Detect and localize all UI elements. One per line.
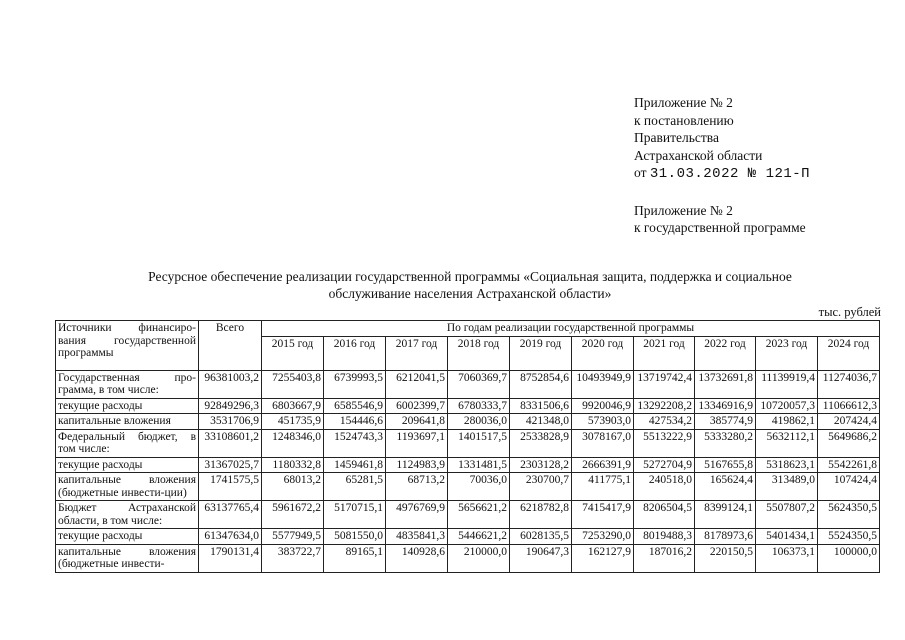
- row-year-value: 162127,9: [572, 544, 634, 572]
- row-year-value: 100000,0: [818, 544, 880, 572]
- row-year-value: 240518,0: [634, 473, 695, 501]
- row-year-value: 220150,5: [695, 544, 756, 572]
- row-year-value: 154446,6: [324, 414, 386, 430]
- approval-header: [634, 94, 810, 237]
- row-year-value: 5446621,2: [448, 529, 510, 545]
- header-line: к государственной программе: [634, 220, 806, 235]
- date-stamp: 31.03.2022 № 121-П: [649, 166, 811, 182]
- document-title: [95, 268, 845, 302]
- row-year-value: 106373,1: [756, 544, 818, 572]
- funding-table: [55, 320, 880, 573]
- row-year-value: 6780333,7: [448, 398, 510, 414]
- row-year-value: 13732691,8: [695, 370, 756, 398]
- row-total: 63137765,4: [199, 501, 262, 529]
- row-label: Федеральный бюджет, в том числе:: [56, 429, 199, 457]
- row-year-value: 6739993,5: [324, 370, 386, 398]
- row-year-value: 5513222,9: [634, 429, 695, 457]
- header-line: Приложение № 2: [634, 95, 733, 110]
- row-year-value: 1331481,5: [448, 457, 510, 473]
- col-header-year: 2018 год: [448, 336, 510, 370]
- row-year-value: 89165,1: [324, 544, 386, 572]
- table-row: [56, 370, 880, 398]
- row-year-value: 230700,7: [510, 473, 572, 501]
- row-total: 3531706,9: [199, 414, 262, 430]
- row-year-value: 6585546,9: [324, 398, 386, 414]
- col-header-year: 2022 год: [695, 336, 756, 370]
- row-year-value: 68713,2: [386, 473, 448, 501]
- row-year-value: 8019488,3: [634, 529, 695, 545]
- row-year-value: 6803667,9: [262, 398, 324, 414]
- row-year-value: 165624,4: [695, 473, 756, 501]
- row-year-value: 8331506,6: [510, 398, 572, 414]
- row-label: Бюджет Астраханской области, в том числе:: [56, 501, 199, 529]
- row-year-value: 5524350,5: [818, 529, 880, 545]
- row-label: текущие расходы: [56, 529, 199, 545]
- row-year-value: 7255403,8: [262, 370, 324, 398]
- table-row: [56, 414, 880, 430]
- col-header-year: 2016 год: [324, 336, 386, 370]
- row-year-value: 5170715,1: [324, 501, 386, 529]
- row-year-value: 1193697,1: [386, 429, 448, 457]
- row-year-value: 1124983,9: [386, 457, 448, 473]
- row-year-value: 9920046,9: [572, 398, 634, 414]
- row-label: Государственная про-грамма, в том числе:: [56, 370, 199, 398]
- row-year-value: 13292208,2: [634, 398, 695, 414]
- row-total: 61347634,0: [199, 529, 262, 545]
- table-row: [56, 544, 880, 572]
- row-label: капитальные вложения (бюджетные инвести-ции): [56, 473, 199, 501]
- col-header-year: 2023 год: [756, 336, 818, 370]
- row-year-value: 5401434,1: [756, 529, 818, 545]
- date-prefix: от: [634, 165, 647, 180]
- row-total: 1790131,4: [199, 544, 262, 572]
- header-line: к постановлению: [634, 112, 734, 128]
- table-row: [56, 473, 880, 501]
- row-year-value: 421348,0: [510, 414, 572, 430]
- row-total: 96381003,2: [199, 370, 262, 398]
- row-year-value: 3078167,0: [572, 429, 634, 457]
- col-header-years-group: По годам реализации государственной программы: [262, 321, 880, 337]
- table-row: [56, 501, 880, 529]
- row-year-value: 6212041,5: [386, 370, 448, 398]
- row-year-value: 427534,2: [634, 414, 695, 430]
- row-year-value: 8178973,6: [695, 529, 756, 545]
- col-header-year: 2015 год: [262, 336, 324, 370]
- col-header-year: 2021 год: [634, 336, 695, 370]
- row-year-value: 65281,5: [324, 473, 386, 501]
- table-row: [56, 429, 880, 457]
- row-year-value: 1524743,3: [324, 429, 386, 457]
- row-year-value: 210000,0: [448, 544, 510, 572]
- row-year-value: 13346916,9: [695, 398, 756, 414]
- row-year-value: 385774,9: [695, 414, 756, 430]
- header-line: Астраханской области: [634, 147, 763, 163]
- row-total: 31367025,7: [199, 457, 262, 473]
- row-year-value: 1248346,0: [262, 429, 324, 457]
- col-header-year: 2020 год: [572, 336, 634, 370]
- row-year-value: 207424,4: [818, 414, 880, 430]
- row-year-value: 280036,0: [448, 414, 510, 430]
- row-year-value: 5649686,2: [818, 429, 880, 457]
- table-row: [56, 529, 880, 545]
- row-year-value: 5542261,8: [818, 457, 880, 473]
- row-year-value: 5507807,2: [756, 501, 818, 529]
- row-label: текущие расходы: [56, 398, 199, 414]
- title-line: обслуживание населения Астраханской области»: [328, 286, 612, 301]
- table-body: [56, 370, 880, 572]
- row-year-value: 2303128,2: [510, 457, 572, 473]
- units-label: тыс. рублей: [818, 305, 881, 319]
- row-year-value: 8399124,1: [695, 501, 756, 529]
- header-line: Приложение № 2: [634, 202, 733, 218]
- row-year-value: 209641,8: [386, 414, 448, 430]
- row-year-value: 1180332,8: [262, 457, 324, 473]
- row-year-value: 11274036,7: [818, 370, 880, 398]
- row-label: капитальные вложения (бюджетные инвести-: [56, 544, 199, 572]
- row-year-value: 5318623,1: [756, 457, 818, 473]
- row-year-value: 5577949,5: [262, 529, 324, 545]
- row-year-value: 70036,0: [448, 473, 510, 501]
- row-year-value: 1401517,5: [448, 429, 510, 457]
- row-year-value: 8752854,6: [510, 370, 572, 398]
- col-header-year: 2024 год: [818, 336, 880, 370]
- row-total: 33108601,2: [199, 429, 262, 457]
- col-header-year: 2019 год: [510, 336, 572, 370]
- table-row: [56, 457, 880, 473]
- header-date-line: [634, 164, 810, 184]
- row-year-value: 5081550,0: [324, 529, 386, 545]
- row-year-value: 5656621,2: [448, 501, 510, 529]
- header-line: Правительства: [634, 130, 719, 145]
- col-header-source: Источники финансиро-вания государственной программы: [56, 321, 199, 371]
- row-year-value: 7253290,0: [572, 529, 634, 545]
- row-year-value: 5333280,2: [695, 429, 756, 457]
- row-year-value: 383722,7: [262, 544, 324, 572]
- row-year-value: 419862,1: [756, 414, 818, 430]
- row-year-value: 13719742,4: [634, 370, 695, 398]
- row-year-value: 5632112,1: [756, 429, 818, 457]
- row-year-value: 2666391,9: [572, 457, 634, 473]
- row-year-value: 6028135,5: [510, 529, 572, 545]
- table-row: [56, 398, 880, 414]
- row-year-value: 5167655,8: [695, 457, 756, 473]
- row-year-value: 6002399,7: [386, 398, 448, 414]
- row-year-value: 451735,9: [262, 414, 324, 430]
- row-year-value: 8206504,5: [634, 501, 695, 529]
- row-year-value: 5961672,2: [262, 501, 324, 529]
- row-year-value: 1459461,8: [324, 457, 386, 473]
- row-year-value: 573903,0: [572, 414, 634, 430]
- row-year-value: 187016,2: [634, 544, 695, 572]
- row-total: 92849296,3: [199, 398, 262, 414]
- row-year-value: 68013,2: [262, 473, 324, 501]
- row-year-value: 2533828,9: [510, 429, 572, 457]
- col-header-total: Всего: [199, 321, 262, 371]
- row-year-value: 6218782,8: [510, 501, 572, 529]
- row-year-value: 140928,6: [386, 544, 448, 572]
- row-year-value: 4976769,9: [386, 501, 448, 529]
- row-total: 1741575,5: [199, 473, 262, 501]
- col-header-year: 2017 год: [386, 336, 448, 370]
- row-year-value: 11066612,3: [818, 398, 880, 414]
- row-year-value: 10720057,3: [756, 398, 818, 414]
- row-year-value: 10493949,9: [572, 370, 634, 398]
- row-year-value: 190647,3: [510, 544, 572, 572]
- row-year-value: 107424,4: [818, 473, 880, 501]
- row-year-value: 5624350,5: [818, 501, 880, 529]
- row-year-value: 7060369,7: [448, 370, 510, 398]
- row-label: текущие расходы: [56, 457, 199, 473]
- row-year-value: 4835841,3: [386, 529, 448, 545]
- row-year-value: 11139919,4: [756, 370, 818, 398]
- row-label: капитальные вложения: [56, 414, 199, 430]
- row-year-value: 313489,0: [756, 473, 818, 501]
- row-year-value: 411775,1: [572, 473, 634, 501]
- title-line: Ресурсное обеспечение реализации государственной программы «Социальная защита, поддержка и социальное: [148, 269, 792, 284]
- row-year-value: 7415417,9: [572, 501, 634, 529]
- row-year-value: 5272704,9: [634, 457, 695, 473]
